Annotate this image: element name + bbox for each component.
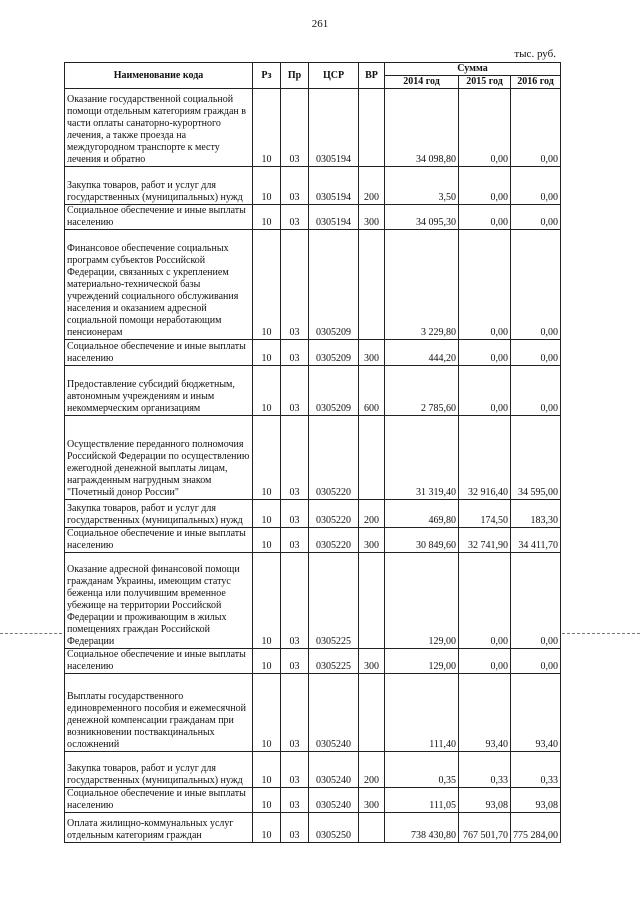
row-sum-2014: 111,05 bbox=[385, 788, 459, 813]
row-pr: 03 bbox=[281, 89, 309, 167]
row-sum-2015: 0,00 bbox=[459, 89, 511, 167]
row-sum-2015: 767 501,70 bbox=[459, 813, 511, 843]
table-row bbox=[65, 528, 561, 553]
row-rz: 10 bbox=[253, 788, 281, 813]
row-rz: 10 bbox=[253, 500, 281, 528]
row-sum-2016: 0,00 bbox=[511, 340, 561, 366]
row-vr: 300 bbox=[359, 205, 385, 230]
row-sum-2015: 0,00 bbox=[459, 649, 511, 674]
row-sum-2015: 0,00 bbox=[459, 340, 511, 366]
row-csr: 0305194 bbox=[309, 167, 359, 205]
row-pr: 03 bbox=[281, 553, 309, 649]
row-sum-2015: 0,00 bbox=[459, 553, 511, 649]
header-name: Наименование кода bbox=[65, 63, 253, 89]
row-sum-2014: 34 098,80 bbox=[385, 89, 459, 167]
row-pr: 03 bbox=[281, 366, 309, 416]
row-name: Выплаты государственного единовременного пособия и ежемесячной денежной компенсации гражданам при возникновении поствакцинальных осложнений bbox=[65, 674, 253, 752]
row-vr: 300 bbox=[359, 788, 385, 813]
row-sum-2016: 0,00 bbox=[511, 167, 561, 205]
row-name: Социальное обеспечение и иные выплаты населению bbox=[65, 528, 253, 553]
row-sum-2015: 0,00 bbox=[459, 230, 511, 340]
row-rz: 10 bbox=[253, 752, 281, 788]
row-sum-2016: 775 284,00 bbox=[511, 813, 561, 843]
row-csr: 0305240 bbox=[309, 788, 359, 813]
row-sum-2014: 31 319,40 bbox=[385, 416, 459, 500]
row-sum-2014: 129,00 bbox=[385, 649, 459, 674]
table-row bbox=[65, 813, 561, 843]
row-sum-2016: 0,00 bbox=[511, 89, 561, 167]
row-csr: 0305250 bbox=[309, 813, 359, 843]
row-vr bbox=[359, 89, 385, 167]
row-rz: 10 bbox=[253, 366, 281, 416]
row-name: Оказание адресной финансовой помощи гражданам Украины, имеющим статус беженца или получившим временное убежище на территории Российской Федерации и проживающим в жилых помещениях граждан Российской Федерации bbox=[65, 553, 253, 649]
table-row bbox=[65, 230, 561, 340]
row-name: Закупка товаров, работ и услуг для государственных (муниципальных) нужд bbox=[65, 752, 253, 788]
row-pr: 03 bbox=[281, 167, 309, 205]
row-name: Предоставление субсидий бюджетным, автономным учреждениям и иным некоммерческим организациям bbox=[65, 366, 253, 416]
header-2016: 2016 год bbox=[511, 76, 561, 89]
row-vr: 600 bbox=[359, 366, 385, 416]
row-name: Оплата жилищно-коммунальных услуг отдельным категориям граждан bbox=[65, 813, 253, 843]
table-row bbox=[65, 167, 561, 205]
row-sum-2014: 34 095,30 bbox=[385, 205, 459, 230]
row-sum-2014: 469,80 bbox=[385, 500, 459, 528]
row-pr: 03 bbox=[281, 649, 309, 674]
row-name: Осуществление переданного полномочия Российской Федерации по осуществлению ежегодной денежной выплаты лицам, награжденным нагрудным знаком "Почетный донор России" bbox=[65, 416, 253, 500]
row-csr: 0305225 bbox=[309, 649, 359, 674]
table-row bbox=[65, 366, 561, 416]
table-row bbox=[65, 788, 561, 813]
header-csr: ЦСР bbox=[309, 63, 359, 89]
row-pr: 03 bbox=[281, 416, 309, 500]
table-row bbox=[65, 674, 561, 752]
row-csr: 0305240 bbox=[309, 674, 359, 752]
row-sum-2015: 32 741,90 bbox=[459, 528, 511, 553]
row-pr: 03 bbox=[281, 752, 309, 788]
row-name: Социальное обеспечение и иные выплаты населению bbox=[65, 340, 253, 366]
row-vr bbox=[359, 813, 385, 843]
budget-table bbox=[64, 62, 561, 843]
row-rz: 10 bbox=[253, 649, 281, 674]
header-rz: Рз bbox=[253, 63, 281, 89]
table-row bbox=[65, 752, 561, 788]
row-rz: 10 bbox=[253, 167, 281, 205]
row-pr: 03 bbox=[281, 500, 309, 528]
row-vr bbox=[359, 674, 385, 752]
row-vr bbox=[359, 230, 385, 340]
row-vr: 200 bbox=[359, 500, 385, 528]
row-vr: 200 bbox=[359, 752, 385, 788]
row-sum-2015: 93,08 bbox=[459, 788, 511, 813]
row-pr: 03 bbox=[281, 813, 309, 843]
table-row bbox=[65, 649, 561, 674]
header-sum: Сумма bbox=[385, 63, 561, 76]
row-name: Социальное обеспечение и иные выплаты населению bbox=[65, 205, 253, 230]
row-sum-2014: 738 430,80 bbox=[385, 813, 459, 843]
row-vr: 200 bbox=[359, 167, 385, 205]
row-sum-2014: 444,20 bbox=[385, 340, 459, 366]
page-number: 261 bbox=[311, 18, 329, 30]
row-name: Финансовое обеспечение социальных программ субъектов Российской Федерации, связанных с укреплением материально-технической базы учреждений социального обслуживания населения и оказанием адресной социальной помощи неработающим пенсионерам bbox=[65, 230, 253, 340]
row-sum-2014: 30 849,60 bbox=[385, 528, 459, 553]
table-row bbox=[65, 205, 561, 230]
row-sum-2016: 93,08 bbox=[511, 788, 561, 813]
units-label: тыс. руб. bbox=[514, 48, 556, 60]
row-name: Социальное обеспечение и иные выплаты населению bbox=[65, 649, 253, 674]
table-row bbox=[65, 416, 561, 500]
table-row bbox=[65, 553, 561, 649]
header-pr: Пр bbox=[281, 63, 309, 89]
row-sum-2014: 111,40 bbox=[385, 674, 459, 752]
row-rz: 10 bbox=[253, 553, 281, 649]
row-rz: 10 bbox=[253, 340, 281, 366]
row-rz: 10 bbox=[253, 674, 281, 752]
row-sum-2016: 183,30 bbox=[511, 500, 561, 528]
row-sum-2015: 174,50 bbox=[459, 500, 511, 528]
row-pr: 03 bbox=[281, 788, 309, 813]
row-csr: 0305194 bbox=[309, 89, 359, 167]
header-2014: 2014 год bbox=[385, 76, 459, 89]
row-name: Закупка товаров, работ и услуг для государственных (муниципальных) нужд bbox=[65, 167, 253, 205]
table-row bbox=[65, 89, 561, 167]
row-pr: 03 bbox=[281, 230, 309, 340]
table-row bbox=[65, 500, 561, 528]
header-2015: 2015 год bbox=[459, 76, 511, 89]
row-rz: 10 bbox=[253, 813, 281, 843]
row-rz: 10 bbox=[253, 416, 281, 500]
row-rz: 10 bbox=[253, 528, 281, 553]
row-vr: 300 bbox=[359, 649, 385, 674]
row-csr: 0305220 bbox=[309, 528, 359, 553]
row-sum-2016: 0,00 bbox=[511, 205, 561, 230]
scan-fold-line bbox=[562, 633, 640, 634]
row-sum-2015: 32 916,40 bbox=[459, 416, 511, 500]
row-rz: 10 bbox=[253, 89, 281, 167]
row-sum-2016: 0,00 bbox=[511, 230, 561, 340]
row-sum-2016: 0,00 bbox=[511, 553, 561, 649]
row-csr: 0305225 bbox=[309, 553, 359, 649]
scan-fold-line bbox=[0, 633, 62, 634]
row-rz: 10 bbox=[253, 230, 281, 340]
row-csr: 0305220 bbox=[309, 416, 359, 500]
row-rz: 10 bbox=[253, 205, 281, 230]
row-csr: 0305209 bbox=[309, 340, 359, 366]
row-name: Социальное обеспечение и иные выплаты населению bbox=[65, 788, 253, 813]
table-row bbox=[65, 340, 561, 366]
row-csr: 0305194 bbox=[309, 205, 359, 230]
row-csr: 0305220 bbox=[309, 500, 359, 528]
row-sum-2014: 2 785,60 bbox=[385, 366, 459, 416]
row-sum-2016: 0,00 bbox=[511, 649, 561, 674]
row-pr: 03 bbox=[281, 528, 309, 553]
row-csr: 0305209 bbox=[309, 366, 359, 416]
row-vr bbox=[359, 416, 385, 500]
row-sum-2016: 93,40 bbox=[511, 674, 561, 752]
row-name: Закупка товаров, работ и услуг для государственных (муниципальных) нужд bbox=[65, 500, 253, 528]
row-sum-2015: 93,40 bbox=[459, 674, 511, 752]
row-sum-2015: 0,00 bbox=[459, 205, 511, 230]
row-pr: 03 bbox=[281, 205, 309, 230]
row-pr: 03 bbox=[281, 674, 309, 752]
row-sum-2016: 0,33 bbox=[511, 752, 561, 788]
header-vr: ВР bbox=[359, 63, 385, 89]
row-sum-2014: 3,50 bbox=[385, 167, 459, 205]
row-sum-2016: 34 595,00 bbox=[511, 416, 561, 500]
row-csr: 0305240 bbox=[309, 752, 359, 788]
row-vr: 300 bbox=[359, 340, 385, 366]
row-sum-2015: 0,33 bbox=[459, 752, 511, 788]
row-vr: 300 bbox=[359, 528, 385, 553]
row-sum-2015: 0,00 bbox=[459, 167, 511, 205]
row-vr bbox=[359, 553, 385, 649]
row-csr: 0305209 bbox=[309, 230, 359, 340]
row-pr: 03 bbox=[281, 340, 309, 366]
row-sum-2014: 3 229,80 bbox=[385, 230, 459, 340]
row-sum-2016: 34 411,70 bbox=[511, 528, 561, 553]
row-sum-2016: 0,00 bbox=[511, 366, 561, 416]
row-sum-2014: 0,35 bbox=[385, 752, 459, 788]
row-sum-2014: 129,00 bbox=[385, 553, 459, 649]
row-sum-2015: 0,00 bbox=[459, 366, 511, 416]
row-name: Оказание государственной социальной помощи отдельным категориям граждан в части оплаты санаторно-курортного лечения, а также проезда на междугородном транспорте к месту лечения и обратно bbox=[65, 89, 253, 167]
